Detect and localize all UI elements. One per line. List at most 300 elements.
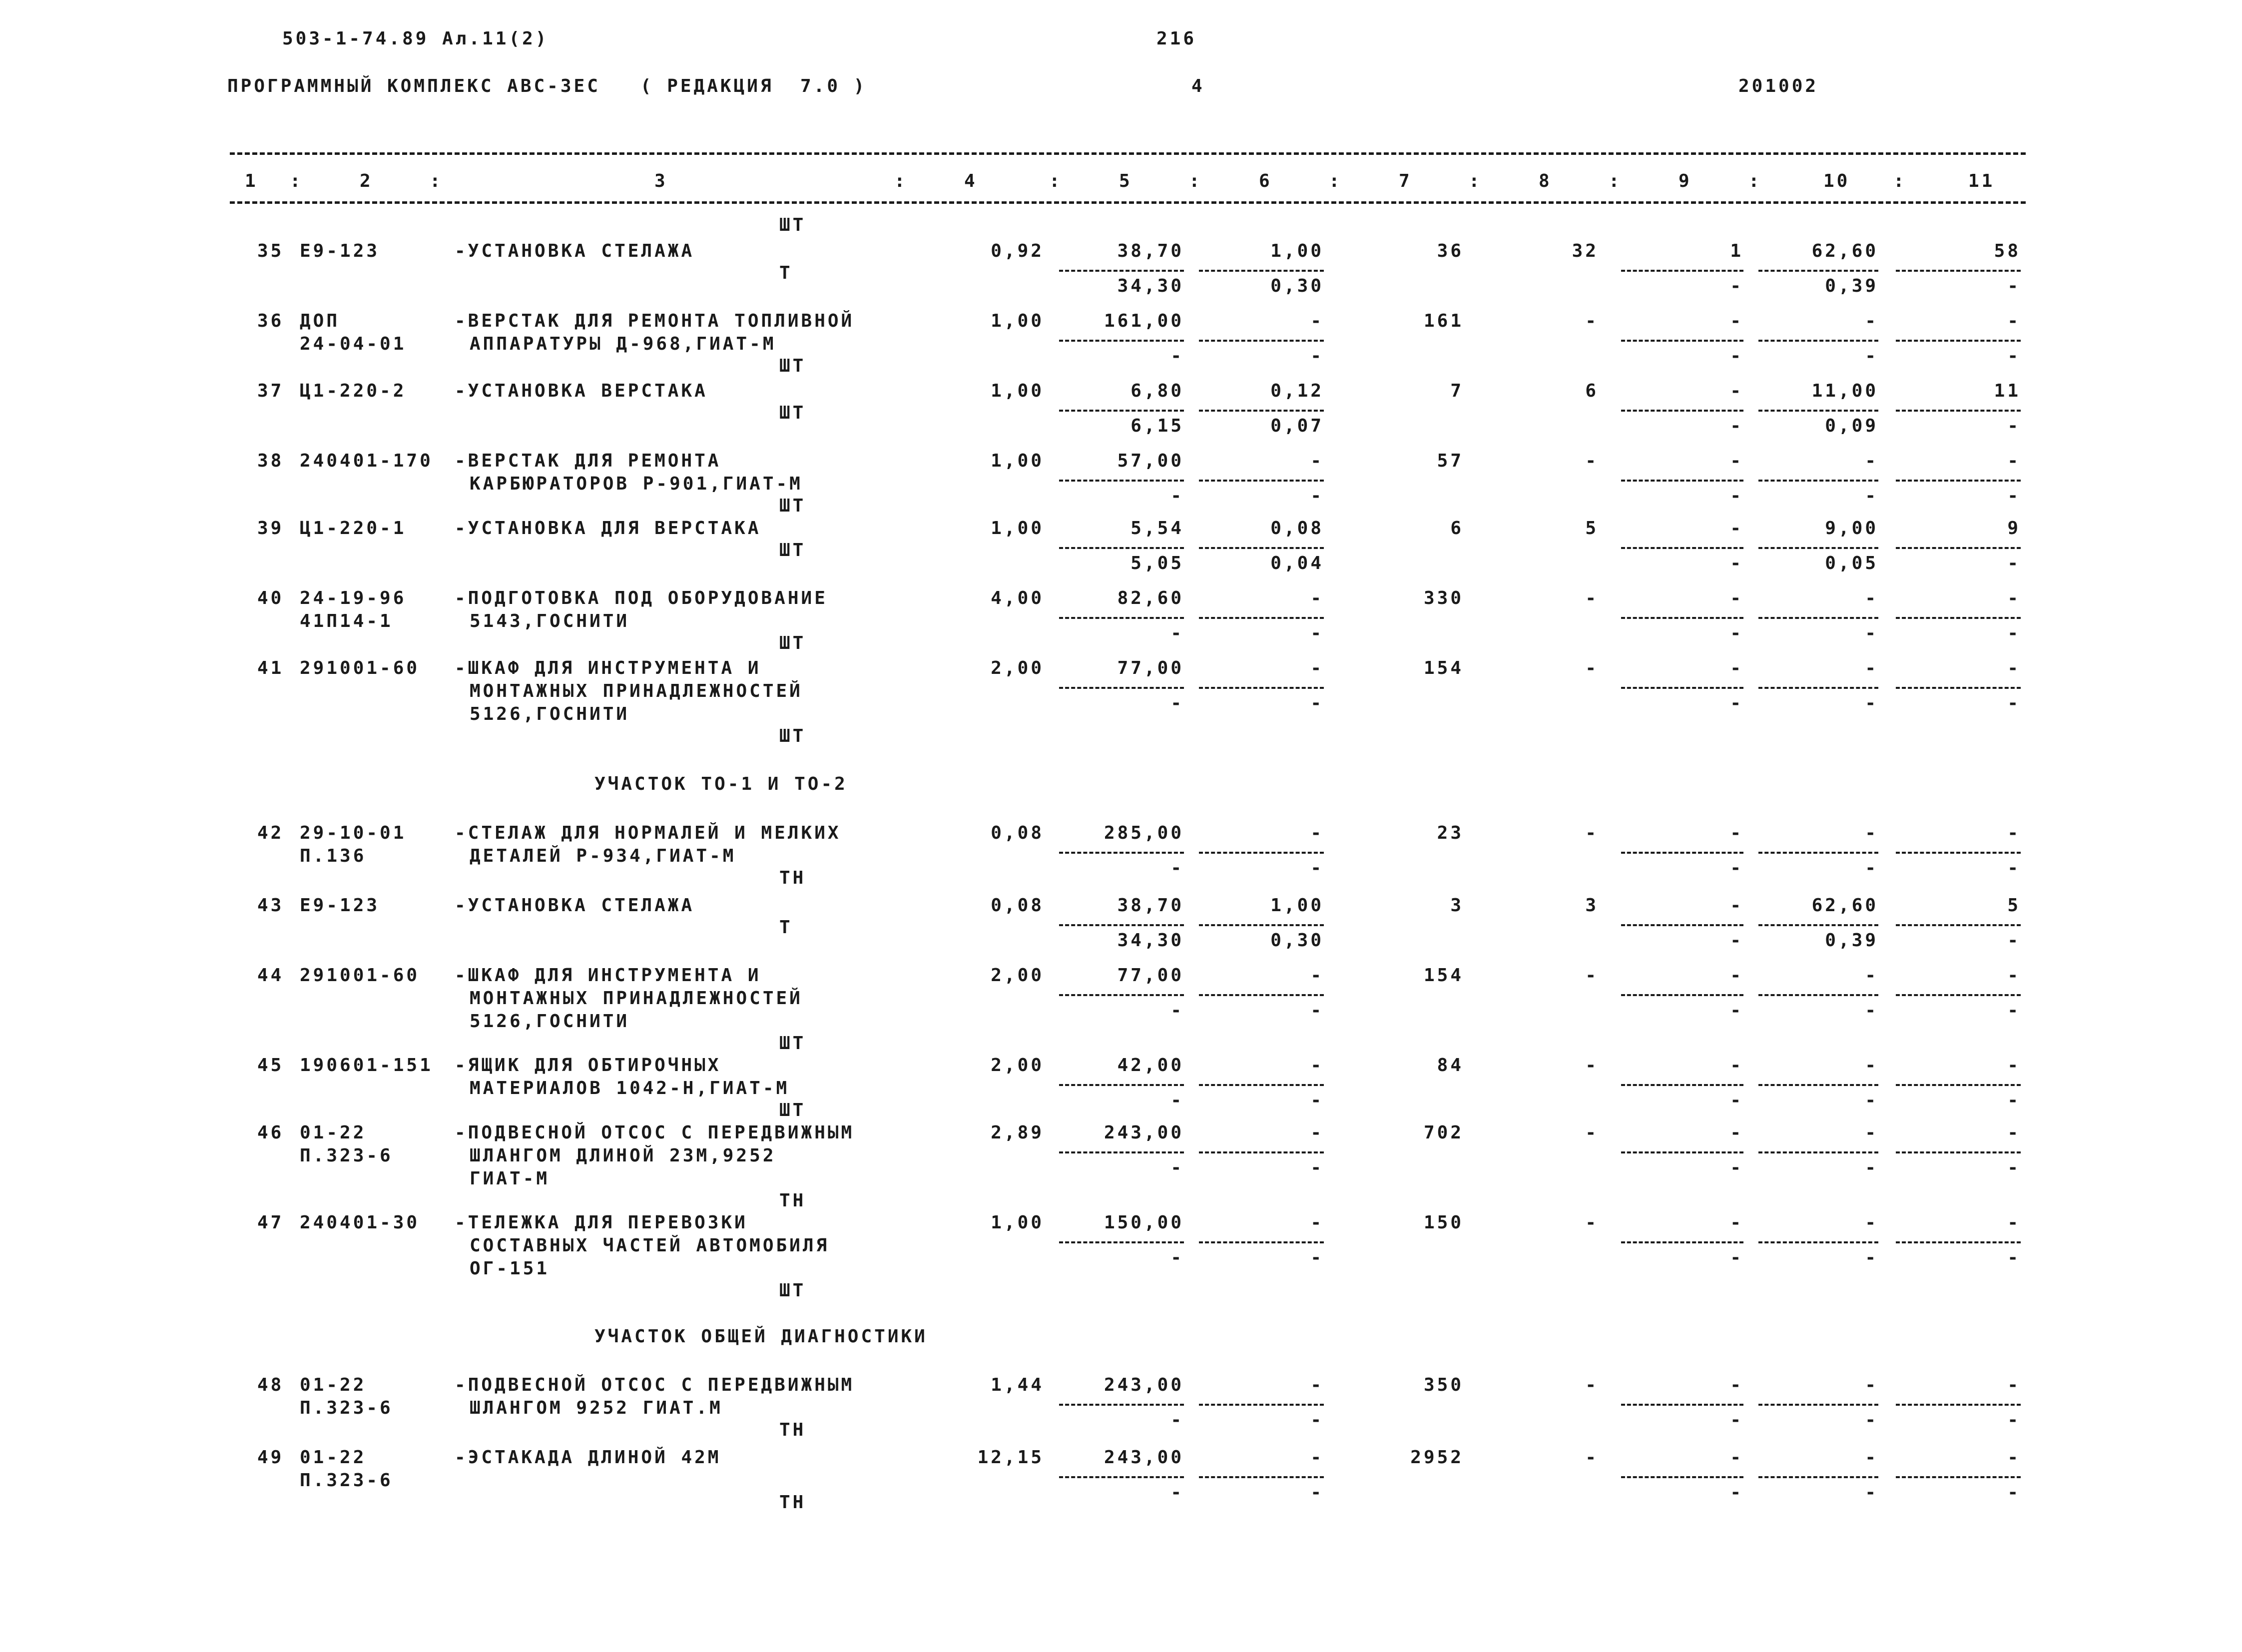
value-c10: - xyxy=(1865,965,1878,986)
value-c6: - xyxy=(1310,588,1324,608)
item-description: -ШКАФ ДЛЯ ИНСТРУМЕНТА И xyxy=(455,658,761,678)
value-c7: 3 xyxy=(1450,895,1464,916)
item-description: АППАРАТУРЫ Д-968,ГИАТ-М xyxy=(470,334,776,354)
value-c5-secondary: - xyxy=(1170,1482,1184,1503)
quantity: 1,00 xyxy=(991,1212,1044,1233)
column-separator: : xyxy=(1748,171,1762,191)
unit-label: ШТ xyxy=(779,403,806,423)
value-c11: - xyxy=(2007,1447,2021,1468)
item-code: Ц1-220-2 xyxy=(300,381,407,401)
value-c11: - xyxy=(2007,823,2021,843)
separator-dashes xyxy=(1059,617,1184,619)
value-c5: 38,70 xyxy=(1117,895,1184,916)
value-c9: - xyxy=(1730,588,1743,608)
column-separator: : xyxy=(1329,171,1342,191)
value-c6-secondary: - xyxy=(1310,623,1324,643)
value-c10-secondary: 0,09 xyxy=(1825,416,1878,436)
value-c9-secondary: - xyxy=(1730,1000,1743,1021)
value-c10-secondary: - xyxy=(1865,858,1878,878)
value-c5: 6,80 xyxy=(1130,381,1184,401)
item-code: 01-22 xyxy=(300,1375,367,1395)
separator-dashes xyxy=(1059,924,1184,926)
quantity: 1,00 xyxy=(991,451,1044,471)
value-c10: 62,60 xyxy=(1811,241,1878,261)
value-c10: - xyxy=(1865,658,1878,678)
program-title: ПРОГРАММНЫЙ КОМПЛЕКС АВС-ЗЕС ( РЕДАКЦИЯ 7.0 ) xyxy=(227,76,867,96)
quantity: 2,00 xyxy=(991,658,1044,678)
value-c6-secondary: - xyxy=(1310,1157,1324,1178)
sheet-number: 4 xyxy=(1191,76,1205,96)
item-code: 240401-30 xyxy=(300,1212,420,1233)
value-c7: 161 xyxy=(1423,311,1464,331)
separator-dashes xyxy=(1199,1404,1324,1406)
value-c7: 84 xyxy=(1437,1055,1464,1076)
value-c10: 62,60 xyxy=(1811,895,1878,916)
unit-label: ШТ xyxy=(779,356,806,376)
value-c10-secondary: - xyxy=(1865,1090,1878,1110)
separator-dashes xyxy=(1621,340,1743,342)
separator-dashes xyxy=(1896,1241,2021,1243)
value-c9-secondary: - xyxy=(1730,1410,1743,1430)
value-c11: - xyxy=(2007,588,2021,608)
unit-label: ШТ xyxy=(779,633,806,653)
separator-dashes xyxy=(1758,924,1878,926)
separator-dashes xyxy=(1199,687,1324,689)
value-c8: 6 xyxy=(1585,381,1599,401)
value-c10-secondary: - xyxy=(1865,1247,1878,1268)
item-description: -ВЕРСТАК ДЛЯ РЕМОНТА xyxy=(455,451,721,471)
separator-dashes xyxy=(1059,1151,1184,1153)
quantity: 12,15 xyxy=(977,1447,1044,1468)
value-c6-secondary: - xyxy=(1310,486,1324,506)
separator-dashes xyxy=(1896,1476,2021,1478)
unit-label: ШТ xyxy=(779,1033,806,1054)
section-title: УЧАСТОК ТО-1 И ТО-2 xyxy=(594,774,848,794)
value-c8: - xyxy=(1585,823,1599,843)
item-description: КАРБЮРАТОРОВ Р-901,ГИАТ-М xyxy=(470,474,803,494)
value-c6: - xyxy=(1310,823,1324,843)
value-c9-secondary: - xyxy=(1730,1090,1743,1110)
separator-dashes xyxy=(1199,270,1324,272)
separator-dashes xyxy=(1199,1084,1324,1086)
value-c5: 285,00 xyxy=(1104,823,1184,843)
item-description: МОНТАЖНЫХ ПРИНАДЛЕЖНОСТЕЙ xyxy=(470,681,803,701)
separator-dashes xyxy=(1621,410,1743,412)
column-separator: : xyxy=(430,171,443,191)
quantity: 0,08 xyxy=(991,823,1044,843)
item-description: -ШКАФ ДЛЯ ИНСТРУМЕНТА И xyxy=(455,965,761,986)
value-c10-secondary: - xyxy=(1865,1482,1878,1503)
item-description: -ЭСТАКАДА ДЛИНОЙ 42М xyxy=(455,1447,721,1468)
value-c5-secondary: - xyxy=(1170,1000,1184,1021)
value-c6-secondary: - xyxy=(1310,693,1324,713)
document-code: 503-1-74.89 Ал.11(2) xyxy=(282,28,549,49)
value-c7: 702 xyxy=(1423,1122,1464,1143)
row-number: 36 xyxy=(257,311,284,331)
separator-dashes xyxy=(1621,270,1743,272)
header-top-rule xyxy=(230,152,2026,155)
item-description: МОНТАЖНЫХ ПРИНАДЛЕЖНОСТЕЙ xyxy=(470,988,803,1009)
unit-label: ТН xyxy=(779,1190,806,1211)
separator-dashes xyxy=(1621,1476,1743,1478)
value-c9-secondary: - xyxy=(1730,1157,1743,1178)
unit-label: ТН xyxy=(779,1420,806,1440)
separator-dashes xyxy=(1059,270,1184,272)
value-c6: 0,08 xyxy=(1270,518,1324,539)
item-description: ГИАТ-М xyxy=(470,1168,550,1189)
separator-dashes xyxy=(1758,480,1878,482)
item-description: ДЕТАЛЕЙ Р-934,ГИАТ-М xyxy=(470,846,736,866)
value-c11-secondary: - xyxy=(2007,1090,2021,1110)
separator-dashes xyxy=(1896,1404,2021,1406)
header-bottom-rule xyxy=(230,201,2026,204)
column-header-2: 2 xyxy=(360,171,373,191)
value-c9: - xyxy=(1730,1375,1743,1395)
item-description: -СТЕЛАЖ ДЛЯ НОРМАЛЕЙ И МЕЛКИХ xyxy=(455,823,841,843)
value-c11: 58 xyxy=(1994,241,2021,261)
separator-dashes xyxy=(1199,994,1324,996)
item-code: П.323-6 xyxy=(300,1145,393,1166)
item-code: 190601-151 xyxy=(300,1055,433,1076)
separator-dashes xyxy=(1059,547,1184,549)
value-c7: 330 xyxy=(1423,588,1464,608)
value-c5-secondary: 6,15 xyxy=(1130,416,1184,436)
separator-dashes xyxy=(1896,340,2021,342)
section-title: УЧАСТОК ОБЩЕЙ ДИАГНОСТИКИ xyxy=(594,1326,928,1347)
value-c6: 1,00 xyxy=(1270,241,1324,261)
value-c10: - xyxy=(1865,311,1878,331)
row-number: 41 xyxy=(257,658,284,678)
value-c8: - xyxy=(1585,451,1599,471)
item-description: -ВЕРСТАК ДЛЯ РЕМОНТА ТОПЛИВНОЙ xyxy=(455,311,855,331)
value-c11-secondary: - xyxy=(2007,1247,2021,1268)
item-code: П.323-6 xyxy=(300,1470,393,1491)
column-separator: : xyxy=(1049,171,1063,191)
value-c6: - xyxy=(1310,451,1324,471)
item-description: СОСТАВНЫХ ЧАСТЕЙ АВТОМОБИЛЯ xyxy=(470,1235,830,1256)
value-c11: 5 xyxy=(2007,895,2021,916)
value-c11: - xyxy=(2007,1375,2021,1395)
value-c10-secondary: - xyxy=(1865,623,1878,643)
separator-dashes xyxy=(1621,1151,1743,1153)
column-separator: : xyxy=(1189,171,1202,191)
value-c5-secondary: - xyxy=(1170,623,1184,643)
value-c9-secondary: - xyxy=(1730,486,1743,506)
value-c9: - xyxy=(1730,1055,1743,1076)
value-c9-secondary: - xyxy=(1730,1247,1743,1268)
row-number: 46 xyxy=(257,1122,284,1143)
separator-dashes xyxy=(1896,547,2021,549)
separator-dashes xyxy=(1758,1151,1878,1153)
unit-label: ТН xyxy=(779,1492,806,1513)
value-c5: 243,00 xyxy=(1104,1447,1184,1468)
value-c6: - xyxy=(1310,1122,1324,1143)
item-description: -ПОДВЕСНОЙ ОТСОС С ПЕРЕДВИЖНЫМ xyxy=(455,1375,855,1395)
value-c11: 11 xyxy=(1994,381,2021,401)
column-header-8: 8 xyxy=(1539,171,1552,191)
value-c6-secondary: - xyxy=(1310,1000,1324,1021)
value-c11: - xyxy=(2007,1055,2021,1076)
separator-dashes xyxy=(1896,617,2021,619)
value-c10-secondary: - xyxy=(1865,1000,1878,1021)
value-c10: 11,00 xyxy=(1811,381,1878,401)
unit-label: ШТ xyxy=(779,1100,806,1120)
separator-dashes xyxy=(1758,1084,1878,1086)
value-c11-secondary: - xyxy=(2007,276,2021,296)
column-separator: : xyxy=(1893,171,1907,191)
column-header-5: 5 xyxy=(1119,171,1132,191)
separator-dashes xyxy=(1059,1241,1184,1243)
value-c11: - xyxy=(2007,1122,2021,1143)
unit-label: ШТ xyxy=(779,215,806,235)
item-code: 01-22 xyxy=(300,1447,367,1468)
quantity: 2,00 xyxy=(991,1055,1044,1076)
unit-label: ШТ xyxy=(779,726,806,746)
separator-dashes xyxy=(1896,994,2021,996)
separator-dashes xyxy=(1896,687,2021,689)
item-description: -УСТАНОВКА ДЛЯ ВЕРСТАКА xyxy=(455,518,761,539)
separator-dashes xyxy=(1758,617,1878,619)
value-c7: 23 xyxy=(1437,823,1464,843)
value-c6-secondary: - xyxy=(1310,1410,1324,1430)
unit-label: Т xyxy=(779,263,793,283)
value-c10: - xyxy=(1865,823,1878,843)
separator-dashes xyxy=(1896,1084,2021,1086)
value-c5: 161,00 xyxy=(1104,311,1184,331)
value-c11: - xyxy=(2007,451,2021,471)
row-number: 35 xyxy=(257,241,284,261)
value-c6-secondary: - xyxy=(1310,1090,1324,1110)
value-c8: - xyxy=(1585,1375,1599,1395)
value-c11-secondary: - xyxy=(2007,1410,2021,1430)
separator-dashes xyxy=(1758,270,1878,272)
value-c9-secondary: - xyxy=(1730,553,1743,573)
separator-dashes xyxy=(1059,1476,1184,1478)
quantity: 2,00 xyxy=(991,965,1044,986)
value-c10: - xyxy=(1865,1375,1878,1395)
value-c5-secondary: - xyxy=(1170,1410,1184,1430)
value-c9: - xyxy=(1730,1212,1743,1233)
value-c11-secondary: - xyxy=(2007,693,2021,713)
separator-dashes xyxy=(1199,547,1324,549)
value-c10-secondary: 0,39 xyxy=(1825,930,1878,951)
value-c11-secondary: - xyxy=(2007,858,2021,878)
separator-dashes xyxy=(1621,547,1743,549)
value-c5-secondary: - xyxy=(1170,858,1184,878)
column-header-4: 4 xyxy=(964,171,978,191)
value-c10: 9,00 xyxy=(1825,518,1878,539)
separator-dashes xyxy=(1199,410,1324,412)
quantity: 4,00 xyxy=(991,588,1044,608)
value-c11-secondary: - xyxy=(2007,623,2021,643)
separator-dashes xyxy=(1758,1241,1878,1243)
value-c9-secondary: - xyxy=(1730,693,1743,713)
value-c8: 5 xyxy=(1585,518,1599,539)
value-c6-secondary: 0,30 xyxy=(1270,276,1324,296)
value-c10: - xyxy=(1865,1122,1878,1143)
separator-dashes xyxy=(1621,687,1743,689)
row-number: 45 xyxy=(257,1055,284,1076)
row-number: 39 xyxy=(257,518,284,539)
value-c10: - xyxy=(1865,1212,1878,1233)
separator-dashes xyxy=(1621,852,1743,854)
value-c9: - xyxy=(1730,823,1743,843)
item-description: -УСТАНОВКА ВЕРСТАКА xyxy=(455,381,708,401)
separator-dashes xyxy=(1758,547,1878,549)
value-c10-secondary: - xyxy=(1865,1410,1878,1430)
item-description: 5126,ГОСНИТИ xyxy=(470,1011,630,1032)
value-c9: - xyxy=(1730,1447,1743,1468)
value-c10-secondary: 0,05 xyxy=(1825,553,1878,573)
column-header-10: 10 xyxy=(1823,171,1850,191)
separator-dashes xyxy=(1621,924,1743,926)
value-c5: 82,60 xyxy=(1117,588,1184,608)
item-code: Ц1-220-1 xyxy=(300,518,407,539)
value-c7: 57 xyxy=(1437,451,1464,471)
unit-label: Т xyxy=(779,917,793,938)
value-c9: - xyxy=(1730,451,1743,471)
unit-label: ШТ xyxy=(779,1280,806,1301)
value-c9-secondary: - xyxy=(1730,623,1743,643)
value-c9-secondary: - xyxy=(1730,416,1743,436)
unit-label: ТН xyxy=(779,868,806,888)
separator-dashes xyxy=(1199,1151,1324,1153)
separator-dashes xyxy=(1896,480,2021,482)
value-c9-secondary: - xyxy=(1730,930,1743,951)
quantity: 1,44 xyxy=(991,1375,1044,1395)
item-code: ДОП xyxy=(300,311,340,331)
row-number: 42 xyxy=(257,823,284,843)
item-description: -ПОДВЕСНОЙ ОТСОС С ПЕРЕДВИЖНЫМ xyxy=(455,1122,855,1143)
column-separator: : xyxy=(1469,171,1482,191)
column-separator: : xyxy=(1609,171,1622,191)
column-header-3: 3 xyxy=(654,171,668,191)
value-c6-secondary: 0,07 xyxy=(1270,416,1324,436)
item-code: 41П14-1 xyxy=(300,611,393,631)
value-c6-secondary: 0,04 xyxy=(1270,553,1324,573)
value-c9: - xyxy=(1730,965,1743,986)
separator-dashes xyxy=(1059,852,1184,854)
separator-dashes xyxy=(1199,340,1324,342)
item-description: 5126,ГОСНИТИ xyxy=(470,704,630,724)
value-c6-secondary: - xyxy=(1310,1247,1324,1268)
value-c8: - xyxy=(1585,965,1599,986)
document-id: 201002 xyxy=(1738,76,1819,96)
value-c8: 32 xyxy=(1572,241,1599,261)
item-code: П.136 xyxy=(300,846,367,866)
value-c11-secondary: - xyxy=(2007,346,2021,366)
separator-dashes xyxy=(1896,924,2021,926)
value-c9: - xyxy=(1730,895,1743,916)
value-c11: - xyxy=(2007,311,2021,331)
separator-dashes xyxy=(1059,340,1184,342)
separator-dashes xyxy=(1621,1404,1743,1406)
quantity: 1,00 xyxy=(991,381,1044,401)
value-c5: 243,00 xyxy=(1104,1375,1184,1395)
value-c6: - xyxy=(1310,1055,1324,1076)
value-c8: 3 xyxy=(1585,895,1599,916)
value-c7: 154 xyxy=(1423,658,1464,678)
separator-dashes xyxy=(1199,480,1324,482)
row-number: 47 xyxy=(257,1212,284,1233)
value-c8: - xyxy=(1585,1122,1599,1143)
value-c8: - xyxy=(1585,311,1599,331)
value-c9: - xyxy=(1730,1122,1743,1143)
value-c5: 57,00 xyxy=(1117,451,1184,471)
value-c11-secondary: - xyxy=(2007,416,2021,436)
item-description: ШЛАНГОМ ДЛИНОЙ 23М,9252 xyxy=(470,1145,776,1166)
value-c8: - xyxy=(1585,1055,1599,1076)
separator-dashes xyxy=(1621,994,1743,996)
column-header-1: 1 xyxy=(245,171,258,191)
value-c11: 9 xyxy=(2007,518,2021,539)
column-header-11: 11 xyxy=(1968,171,1995,191)
quantity: 0,92 xyxy=(991,241,1044,261)
item-code: 240401-170 xyxy=(300,451,433,471)
value-c6: - xyxy=(1310,1447,1324,1468)
item-description: -ПОДГОТОВКА ПОД ОБОРУДОВАНИЕ xyxy=(455,588,828,608)
value-c5-secondary: 34,30 xyxy=(1117,276,1184,296)
column-header-7: 7 xyxy=(1399,171,1412,191)
item-code: 291001-60 xyxy=(300,658,420,678)
value-c9: - xyxy=(1730,311,1743,331)
separator-dashes xyxy=(1758,687,1878,689)
value-c5-secondary: - xyxy=(1170,1157,1184,1178)
separator-dashes xyxy=(1199,924,1324,926)
separator-dashes xyxy=(1896,1151,2021,1153)
value-c7: 2952 xyxy=(1410,1447,1464,1468)
separator-dashes xyxy=(1199,617,1324,619)
value-c5-secondary: - xyxy=(1170,486,1184,506)
value-c10: - xyxy=(1865,1447,1878,1468)
item-description: 5143,ГОСНИТИ xyxy=(470,611,630,631)
value-c10-secondary: - xyxy=(1865,693,1878,713)
value-c7: 154 xyxy=(1423,965,1464,986)
value-c9: - xyxy=(1730,381,1743,401)
column-separator: : xyxy=(894,171,908,191)
value-c11: - xyxy=(2007,1212,2021,1233)
item-description: ОГ-151 xyxy=(470,1258,550,1279)
item-code: Е9-123 xyxy=(300,895,380,916)
item-description: МАТЕРИАЛОВ 1042-Н,ГИАТ-М xyxy=(470,1078,790,1099)
value-c5: 77,00 xyxy=(1117,658,1184,678)
item-description: -ТЕЛЕЖКА ДЛЯ ПЕРЕВОЗКИ xyxy=(455,1212,748,1233)
value-c10-secondary: 0,39 xyxy=(1825,276,1878,296)
column-header-6: 6 xyxy=(1259,171,1272,191)
item-code: 24-19-96 xyxy=(300,588,407,608)
value-c10: - xyxy=(1865,451,1878,471)
quantity: 1,00 xyxy=(991,311,1044,331)
separator-dashes xyxy=(1621,480,1743,482)
item-code: Е9-123 xyxy=(300,241,380,261)
row-number: 48 xyxy=(257,1375,284,1395)
value-c9: - xyxy=(1730,518,1743,539)
value-c6: - xyxy=(1310,658,1324,678)
item-code: 29-10-01 xyxy=(300,823,407,843)
separator-dashes xyxy=(1896,410,2021,412)
value-c6-secondary: - xyxy=(1310,1482,1324,1503)
separator-dashes xyxy=(1621,1241,1743,1243)
separator-dashes xyxy=(1621,1084,1743,1086)
row-number: 40 xyxy=(257,588,284,608)
value-c8: - xyxy=(1585,1212,1599,1233)
value-c5-secondary: - xyxy=(1170,693,1184,713)
quantity: 0,08 xyxy=(991,895,1044,916)
value-c9-secondary: - xyxy=(1730,276,1743,296)
separator-dashes xyxy=(1758,1404,1878,1406)
value-c5-secondary: 34,30 xyxy=(1117,930,1184,951)
separator-dashes xyxy=(1059,687,1184,689)
